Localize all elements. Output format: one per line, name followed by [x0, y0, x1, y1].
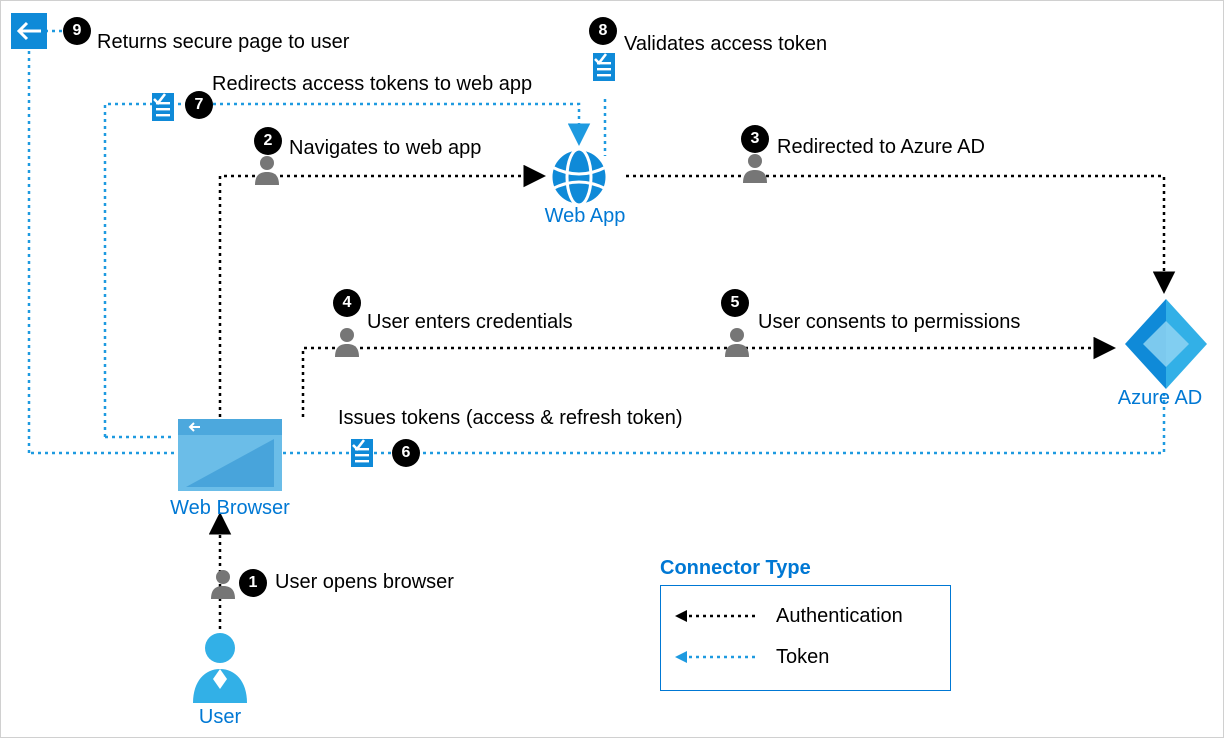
person-icon [254, 155, 280, 185]
web-browser-icon [178, 419, 282, 491]
node-web-browser-label: Web Browser [170, 497, 290, 519]
token-icon [150, 91, 176, 123]
user-icon [185, 631, 255, 703]
browser-back-icon [11, 13, 47, 49]
legend-line-authentication [673, 605, 757, 627]
step-badge-2: 2 [254, 127, 282, 155]
person-icon [210, 569, 236, 599]
person-icon [742, 153, 768, 183]
step-badge-7: 7 [185, 91, 213, 119]
step-label-9: Returns secure page to user [97, 31, 350, 53]
node-azure-ad-label: Azure AD [1117, 387, 1203, 409]
legend-box [660, 585, 951, 691]
node-web-app-label: Web App [544, 205, 626, 227]
step-label-2: Navigates to web app [289, 137, 482, 159]
azure-ad-icon [1119, 297, 1213, 391]
node-web-browser [178, 419, 282, 496]
legend-label-authentication: Authentication [776, 605, 903, 627]
person-icon [334, 327, 360, 357]
step-badge-9: 9 [63, 17, 91, 45]
step-label-4: User enters credentials [367, 311, 573, 333]
node-user-label: User [198, 706, 242, 728]
step-badge-6: 6 [392, 439, 420, 467]
step-badge-8: 8 [589, 17, 617, 45]
web-app-icon [549, 147, 609, 207]
node-web-app [549, 147, 609, 212]
step-badge-3: 3 [741, 125, 769, 153]
legend-line-token [673, 646, 757, 668]
step-label-7: Redirects access tokens to web app [212, 73, 533, 95]
legend-label-token: Token [776, 646, 830, 668]
step-label-6: Issues tokens (access & refresh token) [338, 407, 683, 429]
token-icon [349, 437, 375, 469]
node-azure-ad [1119, 297, 1213, 396]
step-label-1: User opens browser [275, 571, 454, 593]
connector-lines [1, 1, 1224, 738]
step-label-3: Redirected to Azure AD [777, 136, 985, 158]
step-badge-1: 1 [239, 569, 267, 597]
token-icon [591, 51, 617, 83]
step-label-8: Validates access token [624, 33, 828, 55]
legend-title: Connector Type [660, 557, 811, 579]
step-label-5: User consents to permissions [758, 311, 1021, 333]
step-badge-4: 4 [333, 289, 361, 317]
node-user [185, 631, 255, 708]
step-badge-5: 5 [721, 289, 749, 317]
person-icon [724, 327, 750, 357]
